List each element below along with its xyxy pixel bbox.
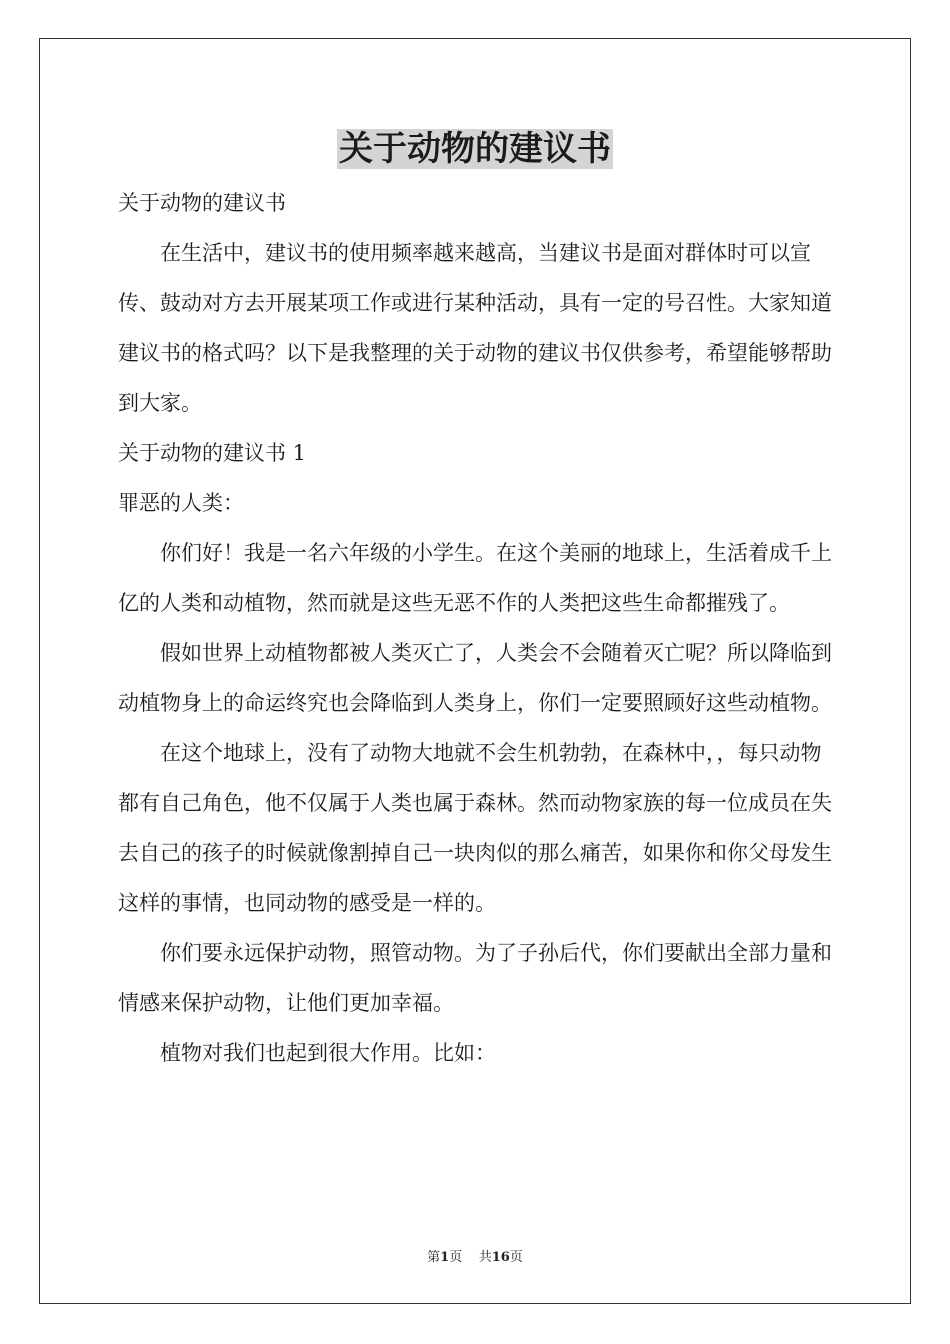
footer-page-suffix: 页 (449, 1250, 463, 1265)
document-body (118, 178, 834, 1078)
document-title (0, 126, 950, 172)
body-paragraph: 在生活中，建议书的使用频率越来越高，当建议书是面对群体时可以宣传、鼓动对方去开展某项工作或进行某种活动，具有一定的号召性。大家知道建议书的格式吗？以下是我整理的关于动物的建议书仅供参考，希望能够帮助到大家。 (118, 241, 832, 415)
body-paragraph: 你们要永远保护动物，照管动物。为了子孙后代，你们要献出全部力量和情感来保护动物，让他们更加幸福。 (118, 941, 832, 1015)
body-paragraph: 罪恶的人类： (118, 491, 244, 515)
body-paragraph: 关于动物的建议书 (118, 191, 286, 215)
footer-total-pages: 16 (491, 1250, 510, 1265)
footer-total-suffix: 页 (509, 1250, 523, 1265)
page-footer (0, 1246, 950, 1265)
footer-total-prefix: 共 (478, 1250, 492, 1265)
body-paragraph: 关于动物的建议书 1 (118, 441, 307, 465)
footer-prefix: 第 (427, 1250, 441, 1265)
body-paragraph: 你们好！我是一名六年级的小学生。在这个美丽的地球上，生活着成千上亿的人类和动植物，然而就是这些无恶不作的人类把这些生命都摧残了。 (118, 541, 832, 615)
body-paragraph: 假如世界上动植物都被人类灭亡了，人类会不会随着灭亡呢？所以降临到动植物身上的命运终究也会降临到人类身上，你们一定要照顾好这些动植物。 (118, 641, 832, 715)
document-title-text: 关于动物的建议书 (339, 129, 611, 169)
body-paragraph: 在这个地球上，没有了动物大地就不会生机勃勃，在森林中，，每只动物都有自己角色，他不仅属于人类也属于森林。然而动物家族的每一位成员在失去自己的孩子的时候就像割掉自己一块肉似的那么痛苦，如果你和你父母发生这样的事情，也同动物的感受是一样的。 (118, 741, 832, 915)
footer-page-number: 1 (440, 1250, 450, 1265)
body-paragraph: 植物对我们也起到很大作用。比如： (160, 1041, 496, 1065)
